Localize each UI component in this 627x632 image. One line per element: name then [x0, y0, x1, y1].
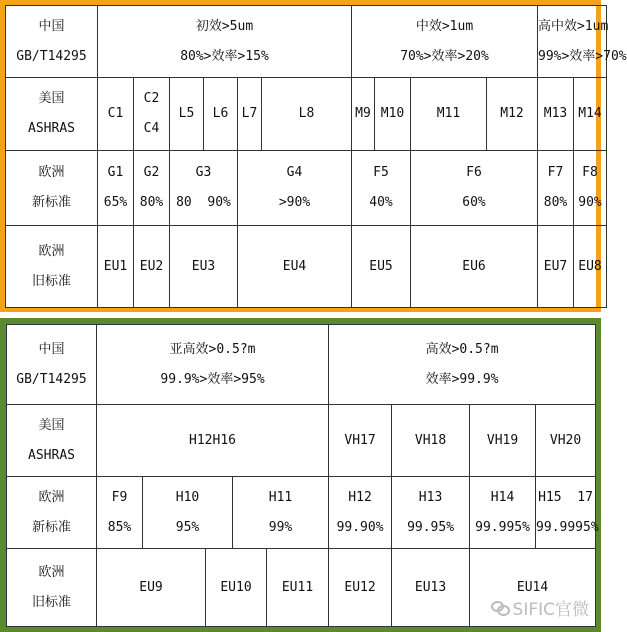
grade-cell: EU8	[574, 226, 607, 308]
grade-cell: G3 80 90%	[170, 151, 238, 226]
hepa-group: 高效>0.5?m 效率>99.9%	[329, 325, 596, 405]
grade-cell: G1 65%	[98, 151, 134, 226]
grade-cell: F6 60%	[411, 151, 538, 226]
eu-new-standard-row	[7, 477, 596, 549]
ashras-row	[6, 78, 607, 151]
grade-cell: EU3	[170, 226, 238, 308]
grade-cell: L5	[170, 78, 204, 151]
ashras-row	[7, 405, 596, 477]
grade-cell: F5 40%	[352, 151, 411, 226]
bottom-filter-table	[6, 324, 599, 627]
china-standard-row	[6, 6, 607, 78]
medium-efficiency-group: 中效>1um 70%>效率>20%	[352, 6, 538, 78]
grade-cell: EU5	[352, 226, 411, 308]
grade-cell: G4 >90%	[238, 151, 352, 226]
grade-cell: EU7	[538, 226, 574, 308]
row-label-china: 中国 GB/T14295	[7, 325, 97, 405]
top-filter-table	[5, 5, 627, 308]
grade-cell: M12	[487, 78, 538, 151]
grade-cell: EU9	[97, 549, 206, 627]
grade-cell: EU2	[134, 226, 170, 308]
grade-cell: VH17	[329, 405, 392, 477]
grade-cell: EU4	[238, 226, 352, 308]
grade-cell: F7 80%	[538, 151, 574, 226]
grade-cell: L8	[262, 78, 352, 151]
grade-cell: EU13	[392, 549, 470, 627]
grade-cell: H13 99.95%	[392, 477, 470, 549]
grade-cell: L7	[238, 78, 262, 151]
row-label-ashras: 美国 ASHRAS	[6, 78, 98, 151]
bottom-filter-table-panel	[0, 318, 601, 632]
row-label-eu-new: 欧洲 新标准	[7, 477, 97, 549]
row-label-ashras: 美国 ASHRAS	[7, 405, 97, 477]
grade-cell: C1	[98, 78, 134, 151]
eu-new-standard-row	[6, 151, 607, 226]
grade-cell: F9 85%	[97, 477, 143, 549]
grade-cell: EU10	[206, 549, 267, 627]
grade-cell: M13	[538, 78, 574, 151]
row-label-eu-old: 欧洲 旧标准	[7, 549, 97, 627]
sub-hepa-group: 亚高效>0.5?m 99.9%>效率>95%	[97, 325, 329, 405]
china-standard-row	[7, 325, 596, 405]
row-label-eu-new: 欧洲 新标准	[6, 151, 98, 226]
grade-cell: M14	[574, 78, 607, 151]
grade-cell: VH18	[392, 405, 470, 477]
grade-cell: L6	[204, 78, 238, 151]
grade-cell: H12H16	[97, 405, 329, 477]
grade-cell: VH20	[536, 405, 596, 477]
grade-cell: EU14	[470, 549, 596, 627]
watermark-text: SIFIC官微	[512, 600, 589, 620]
grade-cell: F8 90%	[574, 151, 607, 226]
grade-cell: G2 80%	[134, 151, 170, 226]
top-filter-table-panel	[0, 0, 627, 312]
grade-cell: H14 99.995%	[470, 477, 536, 549]
grade-cell: EU11	[267, 549, 329, 627]
grade-cell: EU12	[329, 549, 392, 627]
grade-cell: C2 C4	[134, 78, 170, 151]
grade-cell: M11	[411, 78, 487, 151]
high-medium-efficiency-group: 高中效>1um 99%>效率>70%	[538, 6, 607, 78]
grade-cell: H12 99.90%	[329, 477, 392, 549]
row-label-eu-old: 欧洲 旧标准	[6, 226, 98, 308]
wechat-icon	[491, 601, 509, 615]
grade-cell: M10	[375, 78, 411, 151]
grade-cell: H10 95%	[143, 477, 233, 549]
watermark	[491, 595, 589, 620]
eu-old-standard-row	[6, 226, 607, 308]
grade-cell: M9	[352, 78, 375, 151]
grade-cell: EU1	[98, 226, 134, 308]
coarse-efficiency-group: 初效>5um 80%>效率>15%	[98, 6, 352, 78]
grade-cell: VH19	[470, 405, 536, 477]
grade-cell: H11 99%	[233, 477, 329, 549]
row-label-china: 中国 GB/T14295	[6, 6, 98, 78]
grade-cell: EU6	[411, 226, 538, 308]
grade-cell: H15 17 99.9995%	[536, 477, 596, 549]
